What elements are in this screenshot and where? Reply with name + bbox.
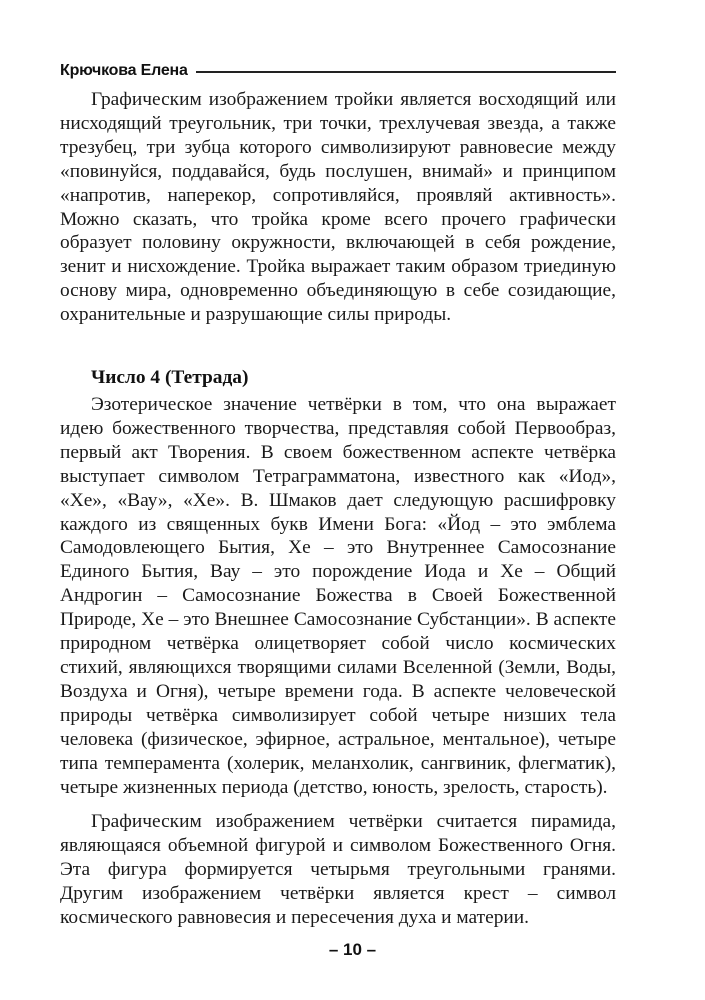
text-block-tetrad — [60, 393, 616, 799]
page-number: – 10 – — [328, 940, 377, 959]
header-author: Крючкова Елена — [60, 62, 188, 79]
section-heading: Число 4 (Тетрада) — [91, 367, 249, 388]
paragraph-tetrad-meaning: Эзотерическое значение четвёрки в том, что она выражает идею божественного творчества, представляя собой Первообраз, первый акт Творения. В своем божественном аспекте четвёрка выступает символом Тетраграмматона, известного как «Иод», «Хе», «Вау», «Хе». В. Шмаков дает следующую расшифровку каждого из священных букв Имени Бога: «Йод – это эмблема Самодовлеющего Бытия, Хе – это Внутреннее Самосознание Единого Бытия, Вау – это порождение Иода и Хе – Общий Андрогин – Самосознание Божества в Своей Божественной Природе, Хе – это Внешнее Самосознание Субстанции». В аспекте природном четвёрка олицетворяет собой число космических стихий, являющихся творящими силами Вселенной (Земли, Воды, Воздуха и Огня), четыре времени года. В аспекте человеческой природы четвёрка символизирует собой четыре низших тела человека (физическое, эфирное, астральное, ментальное), четыре типа темперамента (холерик, меланхолик, сангвиник, флегматик), четыре жизненных периода (детство, юность, зрелость, старость). — [60, 394, 616, 798]
paragraph-tetrad-graphics: Графическим изображением четвёрки считается пирамида, являющаяся объемной фигурой и символом Божественного Огня. Эта фигура формируется четырьмя треугольными гранями. Другим изображением четвёрки является крест – символ космического равновесия и пересечения духа и материи. — [60, 811, 616, 928]
header-rule — [196, 71, 616, 73]
paragraph-triad-symbolism: Графическим изображением тройки является восходящий или нисходящий треугольник, три точки, трехлучевая звезда, а также трезубец, три зубца которого символизируют равновесие между «повинуйся, поддавайся, будь послушен, внимай» и принципом «напротив, наперекор, сопротивляйся, проявляй активность». Можно сказать, что тройка кроме всего прочего графически образует половину окружности, включающей в себя рождение, зенит и нисхождение. Тройка выражает таким образом триединую основу мира, одновременно объединяющую в себе созидающие, охранительные и разрушающие силы природы. — [60, 89, 616, 326]
text-block-intro — [60, 88, 616, 327]
text-block-pyramid — [60, 810, 616, 930]
running-header — [60, 60, 616, 82]
